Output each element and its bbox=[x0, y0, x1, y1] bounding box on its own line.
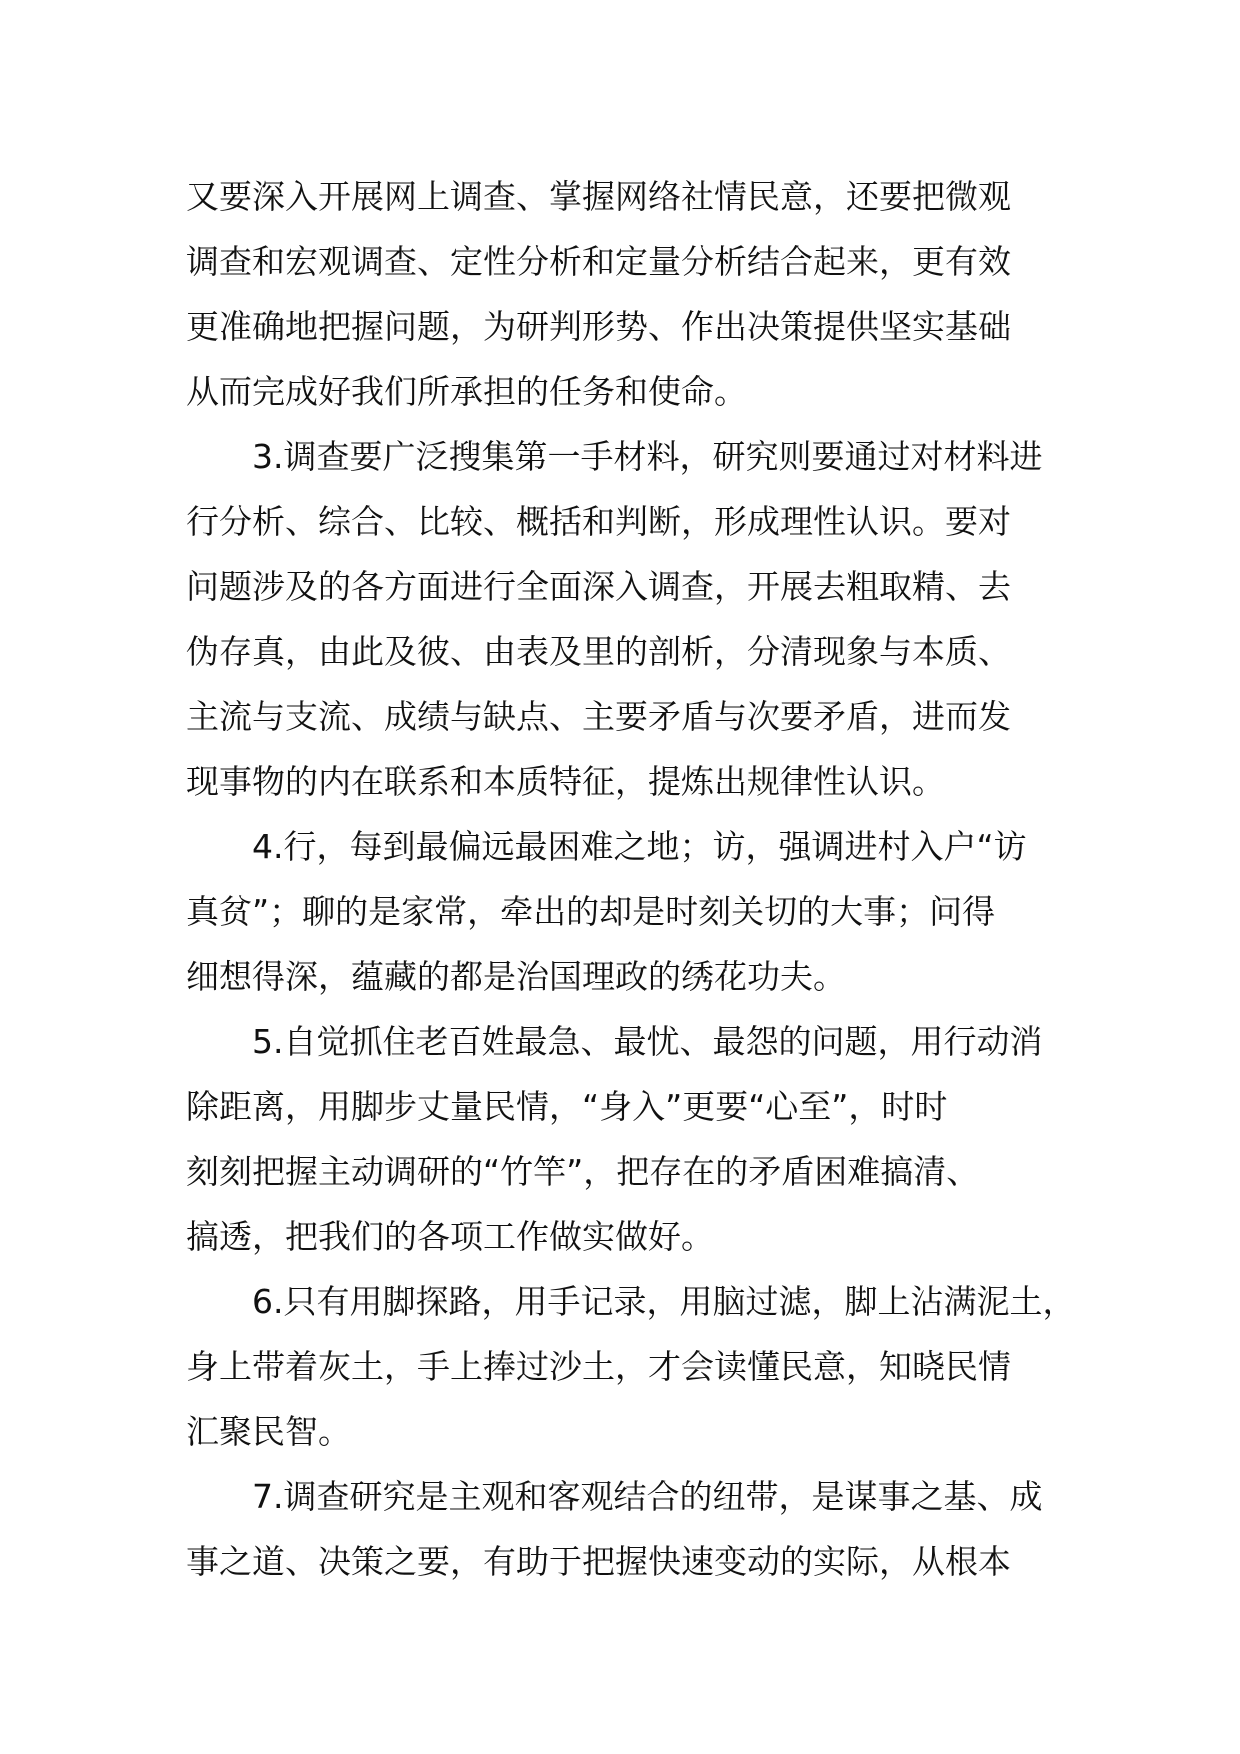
text-line: 身上带着灰土，手上捧过沙土，才会读懂民意，知晓民情 bbox=[186, 1347, 1011, 1386]
text-line: 细想得深，蕴藏的都是治国理政的绣花功夫。 bbox=[186, 957, 846, 996]
text-line: 问题涉及的各方面进行全面深入调查，开展去粗取精、去 bbox=[186, 567, 1011, 606]
text-line: 更准确地把握问题，为研判形势、作出决策提供坚实基础 bbox=[186, 307, 1011, 346]
paragraph-3-start: 3.调查要广泛搜集第一手材料，研究则要通过对材料进 bbox=[252, 437, 1043, 476]
text-line: 刻刻把握主动调研的“竹竿”，把存在的矛盾困难搞清、 bbox=[186, 1152, 980, 1191]
text-line: 现事物的内在联系和本质特征，提炼出规律性认识。 bbox=[186, 762, 945, 801]
text-line: 事之道、决策之要，有助于把握快速变动的实际，从根本 bbox=[186, 1542, 1011, 1581]
text-line: 又要深入开展网上调查、掌握网络社情民意，还要把微观 bbox=[186, 177, 1011, 216]
text-line: 调查和宏观调查、定性分析和定量分析结合起来，更有效 bbox=[186, 242, 1011, 281]
text-line: 从而完成好我们所承担的任务和使命。 bbox=[186, 372, 747, 411]
text-line: 伪存真，由此及彼、由表及里的剖析，分清现象与本质、 bbox=[186, 632, 1011, 671]
paragraph-5-start: 5.自觉抓住老百姓最急、最忧、最怨的问题，用行动消 bbox=[252, 1022, 1043, 1061]
paragraph-6-start: 6.只有用脚探路，用手记录，用脑过滤，脚上沾满泥土， bbox=[252, 1282, 1076, 1321]
text-line: 除距离，用脚步丈量民情，“身入”更要“心至”，时时 bbox=[186, 1087, 948, 1126]
text-line: 主流与支流、成绩与缺点、主要矛盾与次要矛盾，进而发 bbox=[186, 697, 1011, 736]
text-line: 搞透，把我们的各项工作做实做好。 bbox=[186, 1217, 714, 1256]
paragraph-4-start: 4.行，每到最偏远最困难之地；访，强调进村入户“访 bbox=[252, 827, 1027, 866]
text-line: 真贫”；聊的是家常，牵出的却是时刻关切的大事；问得 bbox=[186, 892, 996, 931]
text-line: 汇聚民智。 bbox=[186, 1412, 351, 1451]
text-line: 行分析、综合、比较、概括和判断，形成理性认识。要对 bbox=[186, 502, 1011, 541]
paragraph-7-start: 7.调查研究是主观和客观结合的纽带，是谋事之基、成 bbox=[252, 1477, 1043, 1516]
